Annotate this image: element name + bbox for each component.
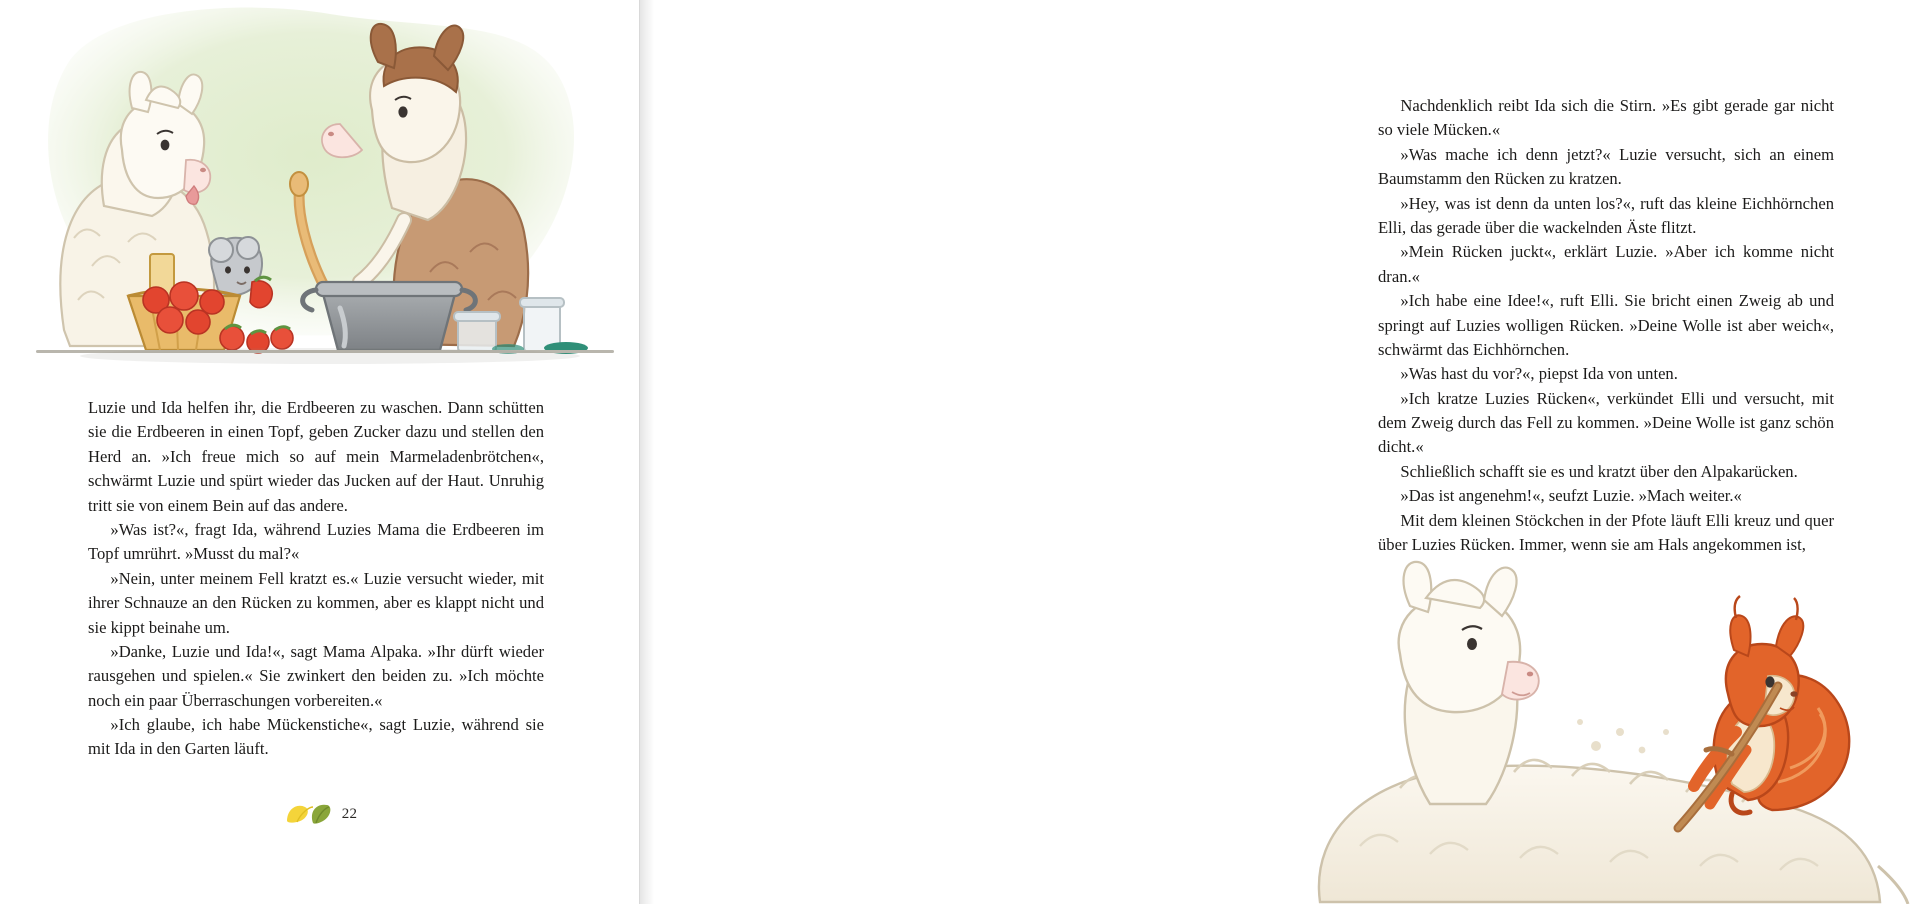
squirrel-elli-figure [1678, 596, 1849, 828]
paragraph: »Hey, was ist denn da unten los?«, ruft das kleine Eichhörnchen Elli, das gerade über die wackelnden Äste flitzt. [1378, 193, 1834, 237]
paragraph: »Nein, unter meinem Fell kratzt es.« Luzie versucht wieder, mit ihrer Schnauze an den Rücken zu kommen, aber es klappt nicht und sie kippt beinahe um. [88, 568, 544, 637]
paragraph: »Mein Rücken juckt«, erklärt Luzie. »Aber ich komme nicht dran.« [1378, 242, 1834, 286]
page-number: 22 [341, 805, 358, 822]
paragraph: Nachdenklich reibt Ida sich die Stirn. »Es gibt gerade gar nicht so viele Mücken.« [1378, 96, 1834, 140]
paragraph: »Was ist?«, fragt Ida, während Luzies Mama die Erdbeeren im Topf umrührt. »Musst du mal?« [88, 519, 544, 564]
right-page [640, 0, 1834, 904]
paragraph: »Ich habe eine Idee!«, ruft Elli. Sie bricht einen Zweig ab und springt auf Luzies wolligen Rücken. »Deine Wolle ist aber weich«, schwärmt das Eichhörnchen. [1378, 291, 1834, 359]
leaf-ornament-icon [283, 801, 335, 827]
page-footer [0, 801, 640, 832]
paragraph: »Ich kratze Luzies Rücken«, verkündet Elli und versucht, mit dem Zweig durch das Fell zu kommen. »Deine Wolle ist ganz schön dicht.« [1378, 388, 1834, 457]
paragraph: »Danke, Luzie und Ida!«, sagt Mama Alpaka. »Ihr dürft wieder rausgehen und spielen.« Sie zwinkert den beiden zu. »Ich möchte noch ein paar Überraschungen vorbereiten.« [88, 641, 544, 710]
paragraph: Luzie und Ida helfen ihr, die Erdbeeren zu waschen. Dann schütten sie die Erdbeeren in einen Topf, geben Zucker dazu und stellen den Herd an. »Ich freue mich so auf mein Marmeladenbrötchen«, schwärmt Luzie und spürt wieder das Jucken auf der Haut. Unruhig tritt sie von einem Bein auf das andere. [88, 398, 544, 515]
paragraph: »Das ist angenehm!«, seufzt Luzie. »Mach weiter.« [1400, 486, 1742, 506]
paragraph: Mit dem kleinen Stöckchen in der Pfote läuft Elli kreuz und quer über Luzies Rücken. Immer, wenn sie am Hals angekommen ist, [1378, 510, 1834, 555]
left-page [0, 0, 640, 904]
illustration-eichhoernchen-kratzt-alpaka [1280, 536, 1920, 904]
paragraph: »Ich glaube, ich habe Mückenstiche«, sagt Luzie, während sie mit Ida in den Garten läuft. [88, 715, 544, 759]
right-page-body-text [1378, 94, 1834, 557]
paragraph: »Was hast du vor?«, piepst Ida von unten. [1400, 364, 1678, 384]
left-page-body-text [88, 396, 544, 762]
paragraph: »Was mache ich denn jetzt?« Luzie versucht, sich an einem Baumstamm den Rücken zu kratzen. [1378, 144, 1834, 189]
illustration-alpakas-kochen [0, 0, 640, 382]
paragraph: Schließlich schafft sie es und kratzt über den Alpakarücken. [1400, 461, 1798, 481]
